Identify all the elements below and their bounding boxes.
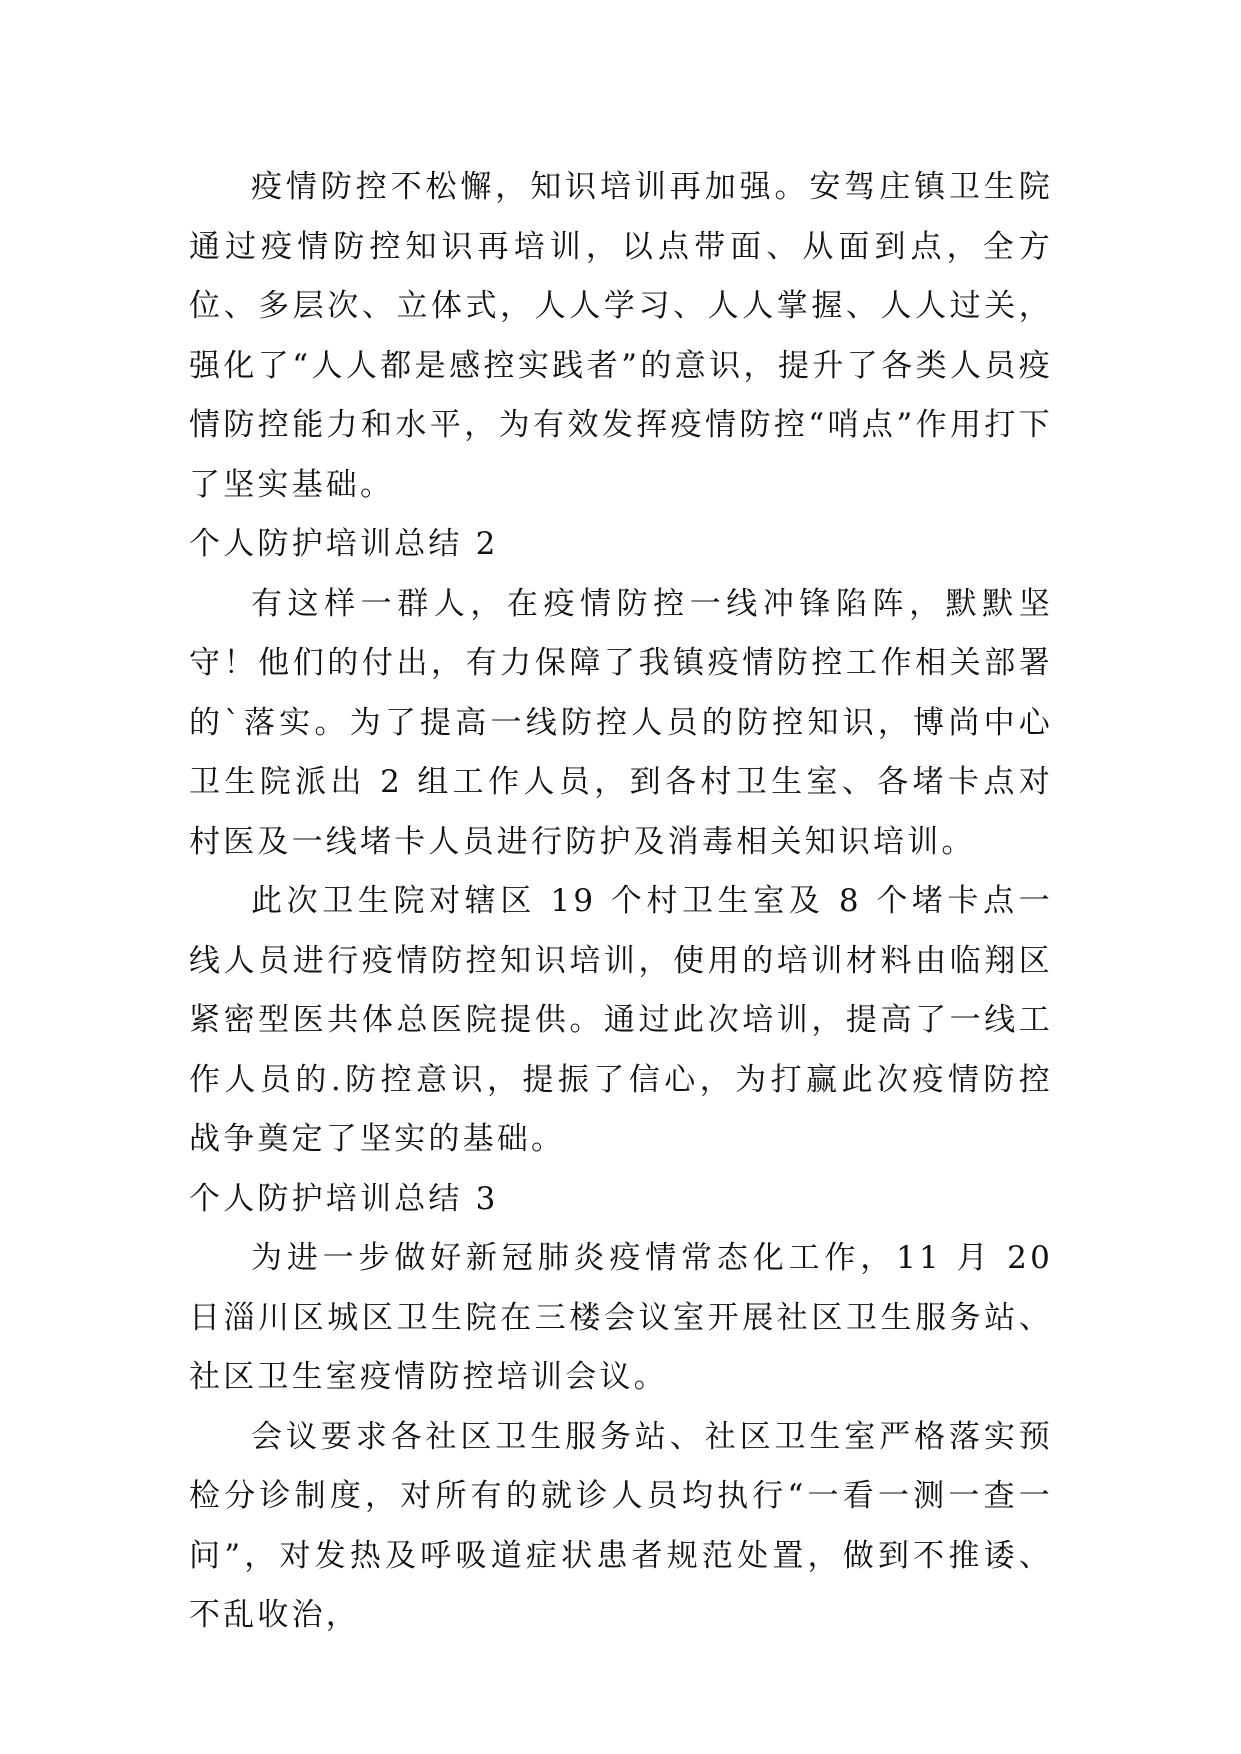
paragraph-3: 此次卫生院对辖区 19 个村卫生室及 8 个堵卡点一线人员进行疫情防控知识培训，使用的培训材料由临翔区紧密型医共体总医院提供。通过此次培训，提高了一线工作人员的.防控意识，提振了信心，为打赢此次疫情防控战争奠定了坚实的基础。: [189, 883, 1053, 1157]
paragraph-5: 会议要求各社区卫生服务站、社区卫生室严格落实预检分诊制度，对所有的就诊人员均执行“一看一测一查一问”，对发热及呼吸道症状患者规范处置，做到不推诿、不乱收治，: [189, 1418, 1053, 1633]
paragraph-1: 疫情防控不松懈，知识培训再加强。安驾庄镇卫生院通过疫情防控知识再培训，以点带面、从面到点，全方位、多层次、立体式，人人学习、人人掌握、人人过关，强化了“人人都是感控实践者”的意识，提升了各类人员疫情防控能力和水平，为有效发挥疫情防控“哨点”作用打下了坚实基础。: [189, 169, 1053, 503]
document-body: [189, 158, 1053, 1646]
paragraph-4: 为进一步做好新冠肺炎疫情常态化工作，11 月 20 日淄川区城区卫生院在三楼会议室开展社区卫生服务站、社区卫生室疫情防控培训会议。: [189, 1240, 1053, 1395]
section-heading-3: 个人防护培训总结 3: [189, 1180, 499, 1217]
section-heading-2: 个人防护培训总结 2: [189, 526, 499, 562]
paragraph-2: 有这样一群人，在疫情防控一线冲锋陷阵，默默坚守！他们的付出，有力保障了我镇疫情防控工作相关部署的`落实。为了提高一线防控人员的防控知识，博尚中心卫生院派出 2 组工作人员，到各村卫生室、各堵卡点对村医及一线堵卡人员进行防护及消毒相关知识培训。: [189, 585, 1053, 860]
